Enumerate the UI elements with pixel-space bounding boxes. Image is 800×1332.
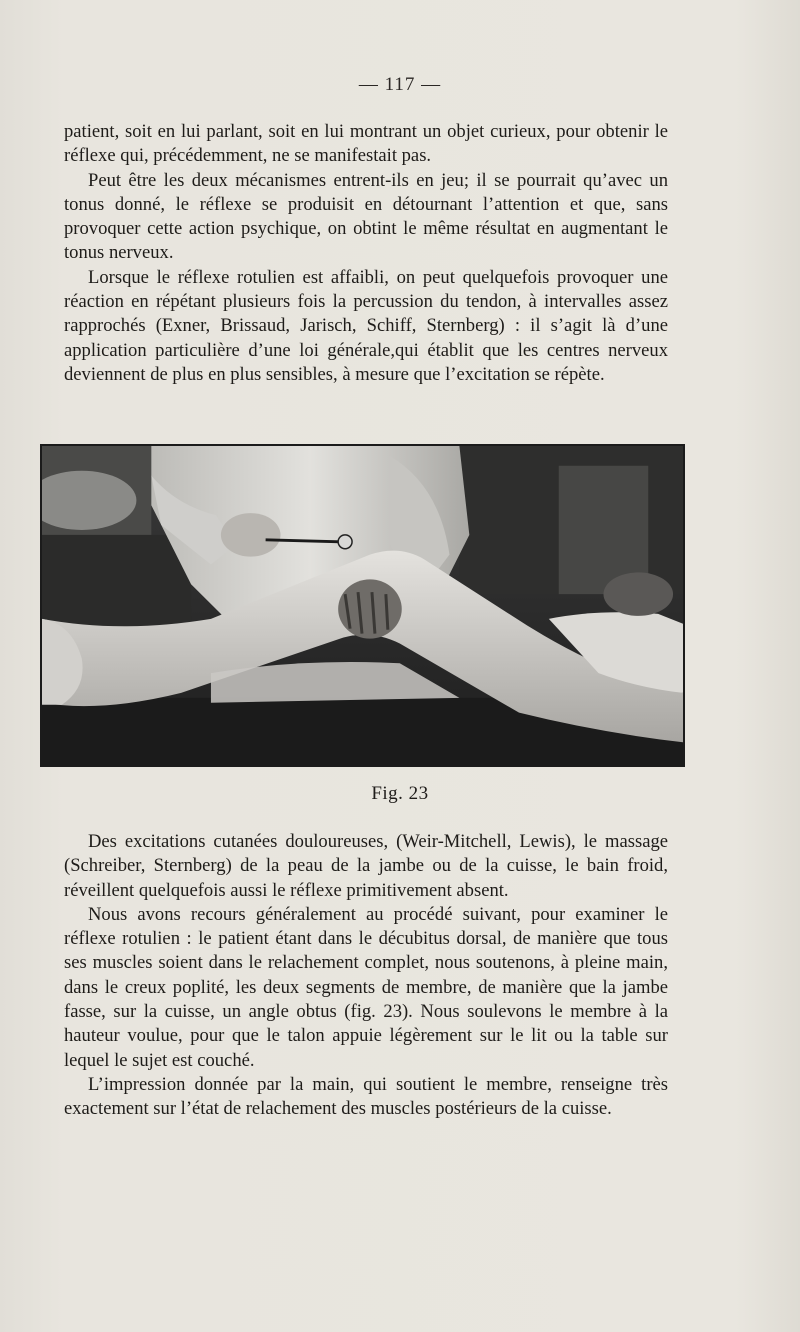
paragraph: patient, soit en lui parlant, soit en lui montrant un objet curieux, pour obtenir le réflexe qui, précédemment, ne se manifestait pas. xyxy=(64,121,668,167)
paragraph: Des excitations cutanées douloureuses, (Weir-Mitchell, Lewis), le massage (Schreiber, Sternberg) de la peau de la jambe ou de la cuisse, le bain froid, réveillent quelquefois aussi le réflexe primitivement absent. xyxy=(64,831,668,901)
paragraph: L’impression donnée par la main, qui soutient le membre, renseigne très exactement sur l’état de relachement des muscles postérieurs de la cuisse. xyxy=(64,1073,668,1120)
figure-photograph xyxy=(40,444,685,767)
bottom-text-block xyxy=(64,830,668,1122)
paragraph: Peut être les deux mécanismes entrent-ils en jeu; il se pourrait qu’avec un tonus donné, le réflexe se produisit en détournant l’attention et que, sans provoquer cette action psychique, on obtint le même résultat en augmentant le tonus nerveux. xyxy=(64,169,668,264)
top-text-block xyxy=(64,120,668,387)
figure-caption: Fig. 23 xyxy=(371,783,429,804)
knee-reflex-photo xyxy=(42,446,683,765)
page-number: — 117 — xyxy=(358,74,442,95)
paragraph: Nous avons recours généralement au procédé suivant, pour examiner le réflexe rotulien : le patient étant dans le décubitus dorsal, de manière que tous ses muscles soient dans le relachement complet, nous soutenons, à pleine main, dans le creux poplité, les deux segments de membre, de manière que la jambe fasse, sur la cuisse, un angle obtus (fig. 23). Nous soulevons le membre à la hauteur voulue, pour que le talon appuie légèrement sur le lit ou la table sur lequel le sujet est couché. xyxy=(64,903,668,1071)
paragraph: Lorsque le réflexe rotulien est affaibli, on peut quelquefois provoquer une réaction en répétant plusieurs fois la percussion du tendon, à intervalles assez rapprochés (Exner, Brissaud, Jarisch, Schiff, Sternberg) : il s’agit là d’une application particulière d’une loi générale,qui établit que les centres nerveux deviennent de plus en plus sensibles, à mesure que l’excitation se répète. xyxy=(64,266,668,385)
